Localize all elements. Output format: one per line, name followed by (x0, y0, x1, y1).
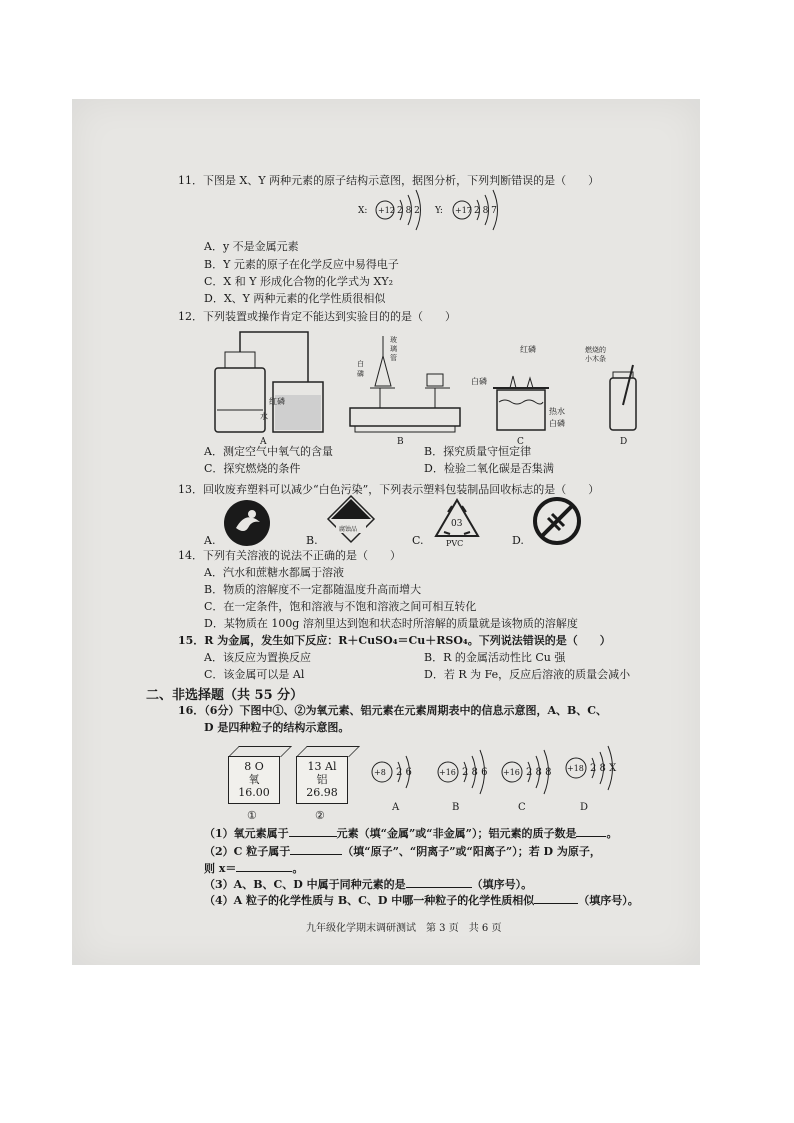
particle-d-nucleus: +18 (567, 764, 584, 773)
aluminum-symbol: Al (325, 760, 337, 773)
aluminum-number: 13 (307, 760, 322, 773)
apparatus-d (585, 345, 636, 447)
recycle-code: 03 (451, 519, 463, 529)
q13-letter-c: C. (412, 534, 424, 547)
answer-blank-3[interactable] (406, 877, 472, 888)
q11-option-b: B．Y 元素的原子在化学反应中易得电子 (204, 258, 399, 271)
water-saving-icon (222, 498, 272, 548)
aluminum-mass: 26.98 (306, 786, 338, 799)
q12-option-d: D．检验二氧化碳是否集满 (424, 462, 554, 475)
oxygen-name: 氧 (248, 773, 260, 786)
section-2-title: 二、非选择题（共 55 分） (146, 688, 304, 703)
label-c-white-p: 白磷 (471, 377, 487, 386)
q14-stem: 14．下列有关溶液的说法不正确的是（ ） (178, 549, 401, 562)
q16-stem-line1: 16．（6分）下图中①、②为氧元素、铝元素在元素周期表中的信息示意图，A、B、C、 (178, 704, 608, 717)
label-boli-3: 管 (390, 354, 397, 362)
label-burning: 燃烧的 (585, 346, 606, 354)
particle-a-letter: A (392, 802, 400, 812)
x-shells: 2 8 2 (397, 206, 420, 216)
q13-letter-d: D. (512, 534, 524, 547)
corrosive-sign-icon (326, 494, 376, 544)
q11-option-a: A．y 不是金属元素 (204, 240, 299, 253)
particle-c-letter: C (518, 802, 526, 812)
corrosive-sign-text: 腐蚀品 (339, 526, 358, 533)
particle-a-nucleus: +8 (374, 768, 386, 777)
apparatus-b (350, 335, 460, 447)
q13-stem: 13．回收废弃塑料可以减少“白色污染”，下列表示塑料包装制品回收标志的是（ ） (178, 483, 600, 496)
label-c-red-p: 红磷 (520, 345, 536, 354)
q11-option-c: C．X 和 Y 形成化合物的化学式为 XY₂ (204, 275, 393, 288)
label-boli-1: 玻 (390, 336, 397, 344)
q11-stem: 11．下图是 X、Y 两种元素的原子结构示意图，据图分析，下列判断错误的是（ ） (178, 174, 600, 187)
x-label: X: (358, 206, 368, 216)
label-water: 水 (260, 412, 268, 421)
fig-letter-b: B (397, 437, 404, 447)
particle-b-nucleus: +16 (439, 768, 456, 777)
particle-structure-diagrams (366, 738, 636, 812)
q14-option-c: C．在一定条件，饱和溶液与不饱和溶液之间可相互转化 (204, 600, 477, 613)
particle-b-shells: 2 8 6 (462, 767, 488, 778)
label-hot-water: 热水 (549, 407, 565, 416)
q16-stem-line2: D 是四种粒子的结构示意图。 (204, 721, 350, 734)
q12-option-b: B．探究质量守恒定律 (424, 445, 532, 458)
q15-option-a: A．该反应为置换反应 (204, 651, 311, 664)
x-nucleus: +12 (378, 206, 395, 215)
q16-sub2-cont: 则 x＝ 。 (204, 862, 304, 875)
answer-blank-2a[interactable] (290, 844, 342, 855)
element-cell-aluminum (296, 756, 348, 804)
element-cell-oxygen (228, 756, 280, 804)
y-shells: 2 8 7 (474, 206, 497, 216)
q15-stem: 15．R 为金属，发生如下反应：R＋CuSO₄＝Cu＋RSO₄。下列说法错误的是（ ） (178, 634, 611, 647)
fig-letter-c: C (517, 437, 524, 447)
apparatus-c (471, 344, 565, 447)
page-footer: 九年级化学期末调研测试 第 3 页 共 6 页 (306, 923, 502, 934)
q15-option-c: C．该金属可以是 Al (204, 668, 305, 681)
label-wood-stick: 小木条 (585, 355, 606, 363)
apparatus-a (215, 332, 323, 447)
q14-option-a: A．汽水和蔗糖水都属于溶液 (204, 566, 344, 579)
q11-option-d: D．X、Y 两种元素的化学性质很相似 (204, 292, 386, 305)
answer-blank-1b[interactable] (576, 826, 606, 837)
q12-stem: 12．下列装置或操作肯定不能达到实验目的的是（ ） (178, 310, 456, 323)
q15-option-d: D．若 R 为 Fe，反应后溶液的质量会减小 (424, 668, 631, 681)
aluminum-name: 铝 (316, 773, 328, 786)
q14-option-d: D．某物质在 100g 溶剂里达到饱和状态时所溶解的质量就是该物质的溶解度 (204, 617, 578, 630)
recycle-pvc-icon (432, 496, 482, 546)
q12-apparatus-figures (205, 330, 675, 448)
q16-sub4: （4）A 粒子的化学性质与 B、C、D 中哪一种粒子的化学性质相似 （填序号）。 (204, 894, 639, 907)
oxygen-number: 8 (244, 760, 252, 773)
particle-c-nucleus: +16 (503, 768, 520, 777)
q16-sub1: （1）氧元素属于 元素（填“金属”或“非金属”）；铝元素的质子数是 。 (204, 827, 618, 840)
particle-c-shells: 2 8 8 (526, 767, 552, 778)
q16-sub3: （3）A、B、C、D 中属于同种元素的是 （填序号）。 (204, 878, 533, 891)
answer-blank-2b[interactable] (236, 861, 292, 872)
particle-b-letter: B (452, 802, 460, 812)
fig-letter-d: D (620, 437, 628, 447)
answer-blank-1a[interactable] (289, 826, 337, 837)
particle-d (566, 746, 617, 812)
label-white-1: 白 (357, 360, 364, 368)
cell-tag-1: ① (247, 809, 257, 822)
oxygen-symbol: O (254, 760, 264, 773)
q12-option-a: A．测定空气中氧气的含量 (204, 445, 333, 458)
answer-blank-4[interactable] (534, 893, 578, 904)
particle-d-letter: D (580, 802, 589, 812)
particle-b (438, 750, 487, 812)
q12-option-c: C．探究燃烧的条件 (204, 462, 301, 475)
particle-a (372, 756, 412, 812)
q13-letter-b: B. (306, 534, 318, 547)
no-smoking-icon (532, 496, 582, 546)
q11-atom-diagrams (350, 182, 510, 244)
oxygen-mass: 16.00 (238, 786, 270, 799)
recycle-pvc-text: PVC (446, 539, 464, 546)
label-boli-2: 璃 (390, 345, 397, 353)
q15-option-b: B．R 的金属活动性比 Cu 强 (424, 651, 566, 664)
particle-d-shells: 2 8 X (590, 763, 617, 774)
q16-sub2: （2）C 粒子属于 （填“原子”、“阴离子”或“阳离子”）；若 D 为原子， (204, 845, 601, 858)
y-label: Y: (435, 206, 443, 216)
label-red-p: 红磷 (269, 397, 285, 406)
cell-tag-2: ② (315, 809, 325, 822)
particle-c (502, 750, 551, 812)
label-white-2: 磷 (357, 370, 364, 378)
q13-letter-a: A. (204, 534, 216, 547)
q14-option-b: B．物质的溶解度不一定都随温度升高而增大 (204, 583, 422, 596)
label-c-white-p-2: 白磷 (549, 419, 565, 428)
particle-a-shells: 2 6 (396, 767, 412, 778)
fig-letter-a: A (260, 437, 267, 447)
y-nucleus: +17 (455, 206, 472, 215)
